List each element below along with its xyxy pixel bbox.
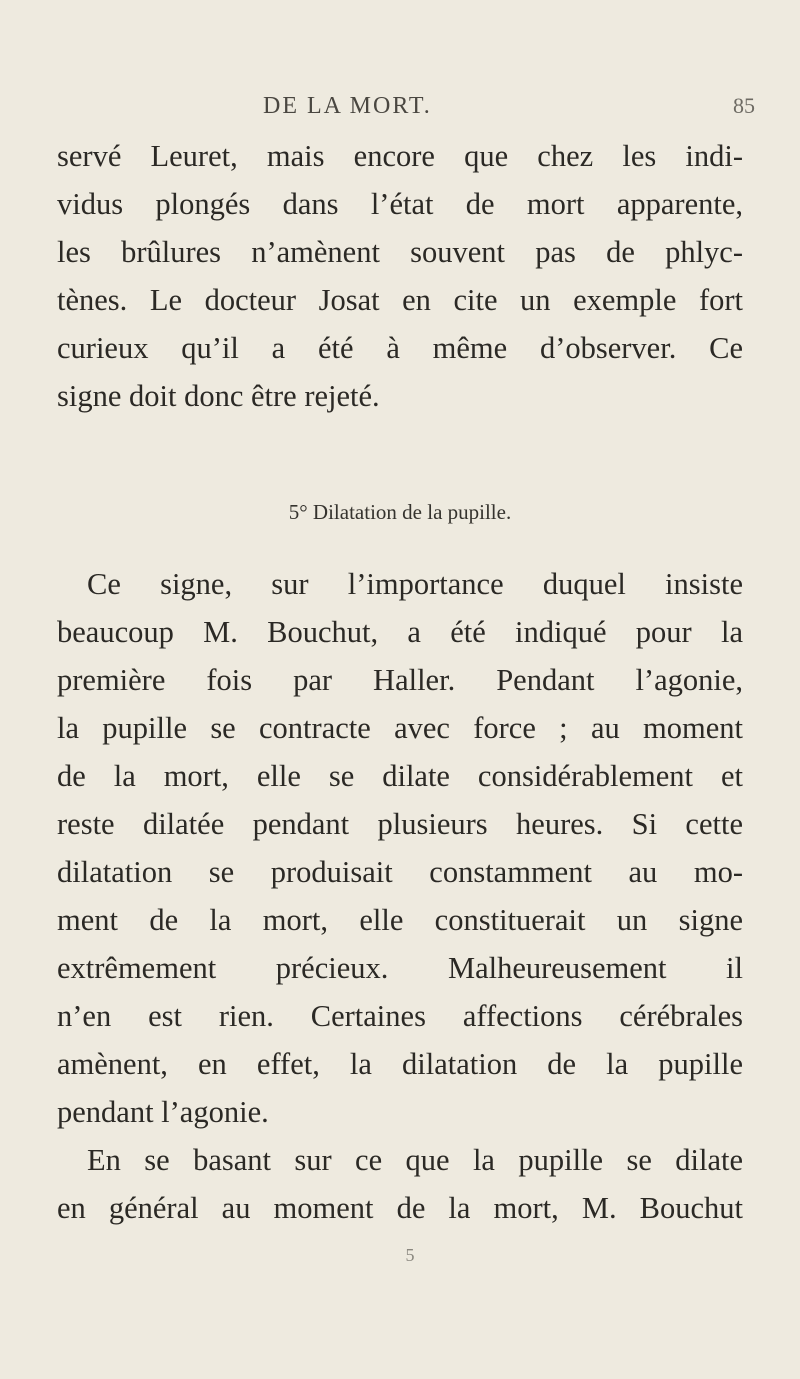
- page-number: 85: [733, 93, 755, 118]
- paragraph-continuation: [57, 132, 743, 420]
- text-line: la pupille se contracte avec force ; au moment: [57, 711, 743, 745]
- text-line: ment de la mort, elle constituerait un signe: [57, 903, 743, 937]
- text-line: pendant l’agonie.: [57, 1095, 269, 1129]
- text-line: de la mort, elle se dilate considérablement et: [57, 759, 743, 793]
- text-line: En se basant sur ce que la pupille se dilate: [87, 1143, 743, 1177]
- text-line: servé Leuret, mais encore que chez les indi-: [57, 139, 743, 173]
- text-line: vidus plongés dans l’état de mort apparente,: [57, 187, 743, 221]
- text-line: première fois par Haller. Pendant l’agonie,: [57, 663, 743, 697]
- signature-mark: 5: [405, 1245, 415, 1265]
- text-line: signe doit donc être rejeté.: [57, 379, 380, 413]
- text-line: beaucoup M. Bouchut, a été indiqué pour la: [57, 615, 743, 649]
- running-title: DE LA MORT.: [263, 93, 432, 119]
- text-line: tènes. Le docteur Josat en cite un exemple fort: [57, 283, 743, 317]
- paragraph-pupil-dilatation: [57, 560, 743, 1232]
- text-line: reste dilatée pendant plusieurs heures. Si cette: [57, 807, 743, 841]
- running-head: [0, 93, 800, 133]
- section-heading: 5° Dilatation de la pupille.: [288, 500, 512, 524]
- text-line: Ce signe, sur l’importance duquel insiste: [87, 567, 743, 601]
- text-line: extrêmement précieux. Malheureusement il: [57, 951, 743, 985]
- text-line: curieux qu’il a été à même d’observer. Ce: [57, 331, 743, 365]
- text-line: n’en est rien. Certaines affections cérébrales: [57, 999, 743, 1033]
- text-line: en général au moment de la mort, M. Bouchut: [57, 1191, 743, 1225]
- text-line: dilatation se produisait constamment au mo-: [57, 855, 743, 889]
- text-line: amènent, en effet, la dilatation de la pupille: [57, 1047, 743, 1081]
- text-line: les brûlures n’amènent souvent pas de phlyc-: [57, 235, 743, 269]
